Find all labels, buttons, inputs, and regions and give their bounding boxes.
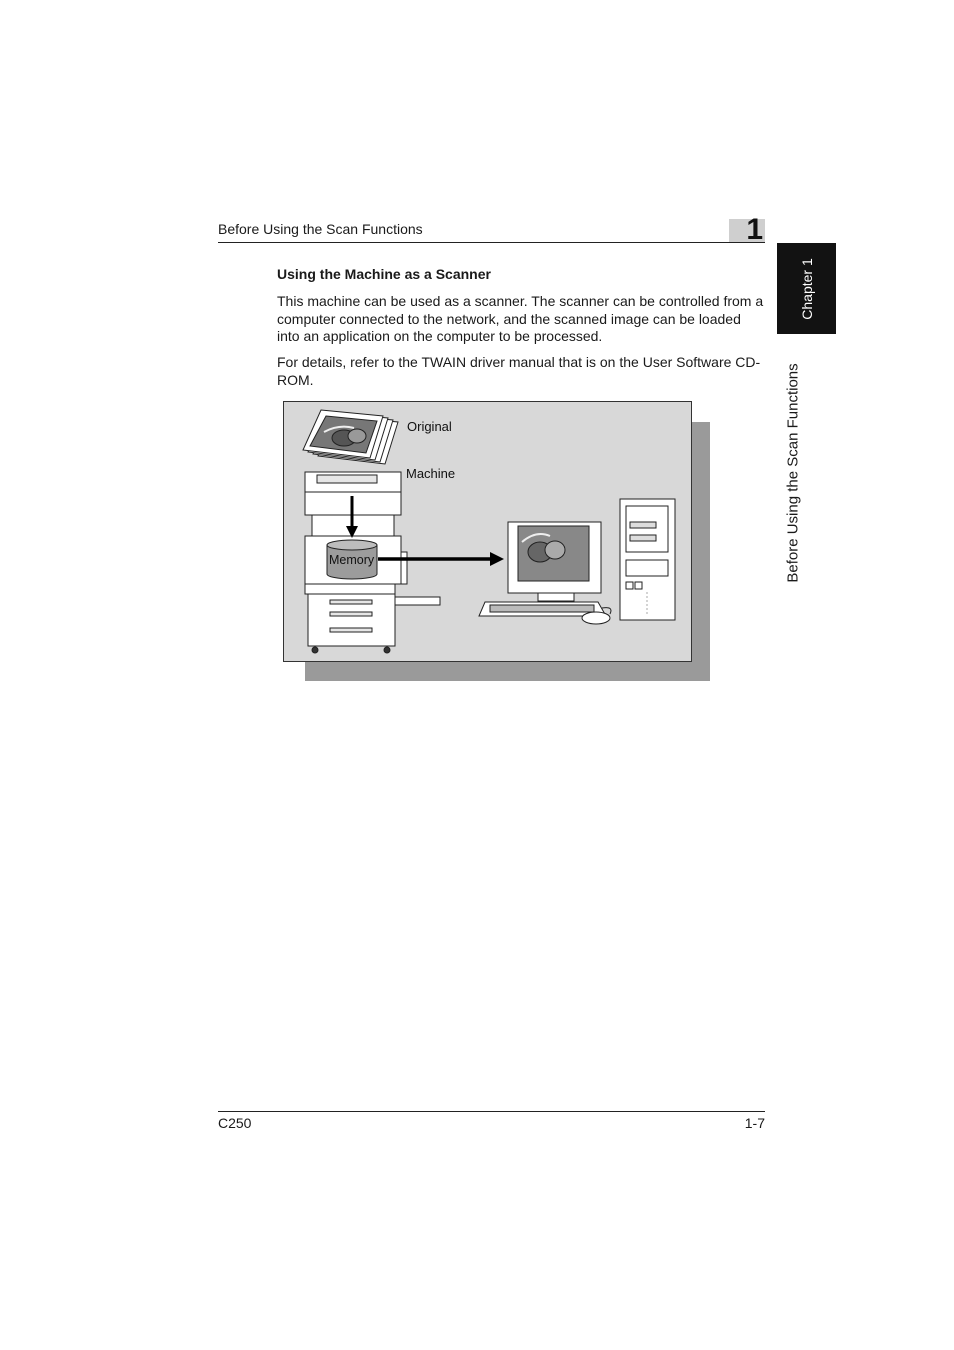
scanner-diagram <box>283 401 692 662</box>
chapter-number-box <box>729 213 765 246</box>
computer-tower-icon <box>620 499 675 620</box>
side-section-label: Before Using the Scan Functions <box>784 363 802 583</box>
original-document-icon <box>303 410 398 464</box>
memory-label: Memory <box>329 553 375 567</box>
body-paragraph: This machine can be used as a scanner. The scanner can be controlled from a computer connected to the network, and the scanned image can be loaded into an application on the computer to be processed. <box>277 293 764 344</box>
body-paragraph: For details, refer to the TWAIN driver manual that is on the User Software CD-ROM. <box>277 354 761 388</box>
original-label: Original <box>407 419 452 434</box>
computer-monitor-icon <box>508 522 601 601</box>
footer-page-number: 1-7 <box>744 1115 765 1131</box>
header-rule <box>218 242 765 243</box>
section-title: Using the Machine as a Scanner <box>277 266 491 282</box>
machine-label: Machine <box>406 466 456 481</box>
footer-rule <box>218 1111 765 1112</box>
chapter-side-tab <box>777 243 836 334</box>
footer-model: C250 <box>218 1115 252 1131</box>
chapter-number: 1 <box>746 213 763 246</box>
running-header-title: Before Using the Scan Functions <box>218 221 423 237</box>
side-tab-chapter-label: Chapter 1 <box>798 257 815 320</box>
